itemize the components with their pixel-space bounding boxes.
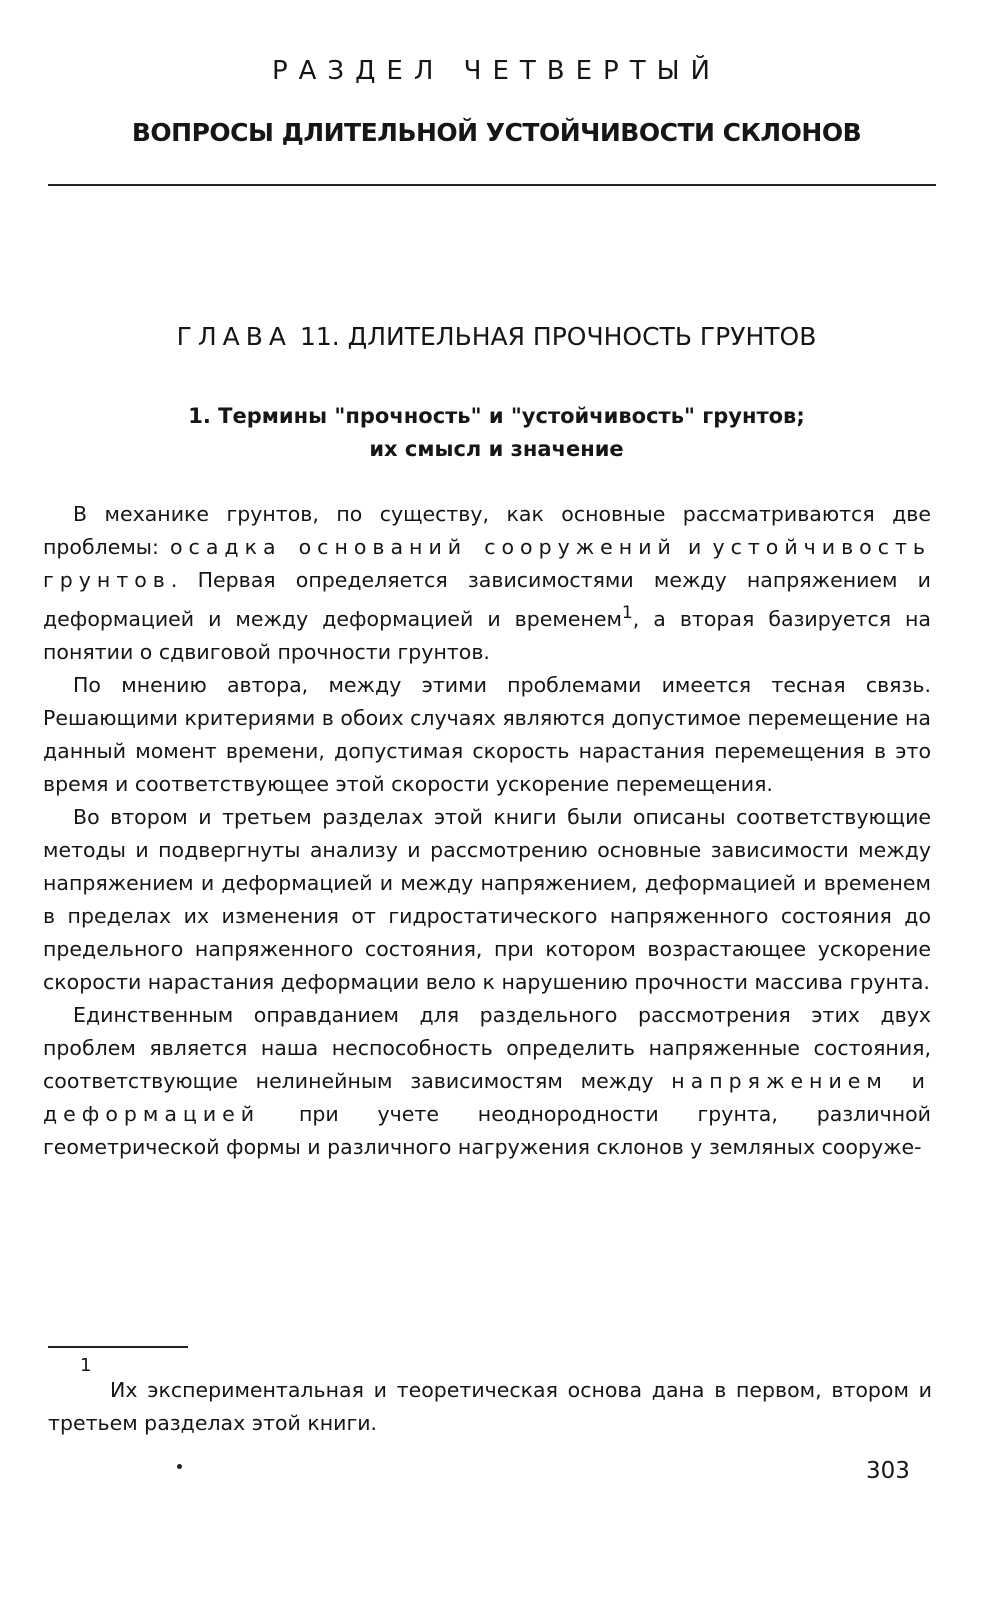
paragraph-1-emphasis-1: осадка оснований сооружений [170, 535, 677, 559]
chapter-title [0, 322, 993, 351]
paragraph-4-text-a: Единственным оправданием для раздельного рассмотрения этих двух проблем является наша неспособность определить напряженные состояния, соответствующие нелинейным зависимостям между [43, 1002, 931, 1093]
chapter-label: ГЛАВА [176, 322, 293, 351]
footnote-reference: 1 [621, 603, 633, 623]
subsection-title-line1: 1. Термины "прочность" и "устойчивость" грунтов; [188, 404, 805, 428]
paragraph-1 [43, 498, 931, 669]
paragraph-4 [43, 999, 931, 1164]
paragraph-1-emphasis-2: устойчивость грунтов [43, 535, 932, 592]
paragraph-2: По мнению автора, между этими проблемами имеется тесная связь. Решающими критериями в обоих случаях являются допустимое перемещение на данный момент времени, допустимая скорость нарастания перемещения в это время и соответствующее этой скорости ускорение перемещения. [43, 672, 931, 796]
footnote-mark: 1 [80, 1355, 92, 1376]
print-speck [177, 1464, 182, 1469]
paragraph-4-text-c: при учете неоднородности грунта, различной геометрической формы и различного нагружения склонов у земляных сооруже- [43, 1101, 931, 1159]
subsection-title-line2: их смысл и значение [369, 437, 624, 461]
paragraph-1-text-a: В механике грунтов, по существу, как основные рассматриваются две проблемы: [43, 502, 931, 559]
paragraph-3: Во втором и третьем разделах этой книги были описаны соответствующие методы и подвергнуты анализу и рассмотрению основные зависимости между напряжением и деформацией и между напряжением, деформацией и временем в пределах их изменения от гидростатического напряженного состояния до предельного напряженного состояния, при котором возрастающее ускорение скорости нарастания деформации вело к нарушению прочности массива грунта. [43, 804, 931, 994]
chapter-name: 11. ДЛИТЕЛЬНАЯ ПРОЧНОСТЬ ГРУНТОВ [292, 322, 817, 351]
subsection-title [0, 400, 993, 466]
title-divider [48, 184, 936, 186]
part-title: РАЗДЕЛ ЧЕТВЕРТЫЙ [271, 56, 722, 86]
paragraph-1-text-c: и [676, 535, 713, 559]
section-title: ВОПРОСЫ ДЛИТЕЛЬНОЙ УСТОЙЧИВОСТИ СКЛОНОВ [131, 118, 862, 147]
paragraph-1-text-f: , а вторая базируется на понятии о сдвиговой прочности грунтов. [43, 606, 931, 664]
page-number: 303 [866, 1458, 910, 1484]
paragraph-4-emphasis: напряжением и деформацией [43, 1068, 931, 1126]
footnote-text: Их экспериментальная и теоретическая основа дана в первом, втором и третьем разделах этой книги. [48, 1378, 932, 1435]
paragraph-1-text-e: . Первая определяется зависимостями между напряжением и деформацией и между деформацией и временем [43, 568, 931, 631]
footnote-divider [48, 1346, 188, 1348]
body-text [43, 498, 931, 1164]
